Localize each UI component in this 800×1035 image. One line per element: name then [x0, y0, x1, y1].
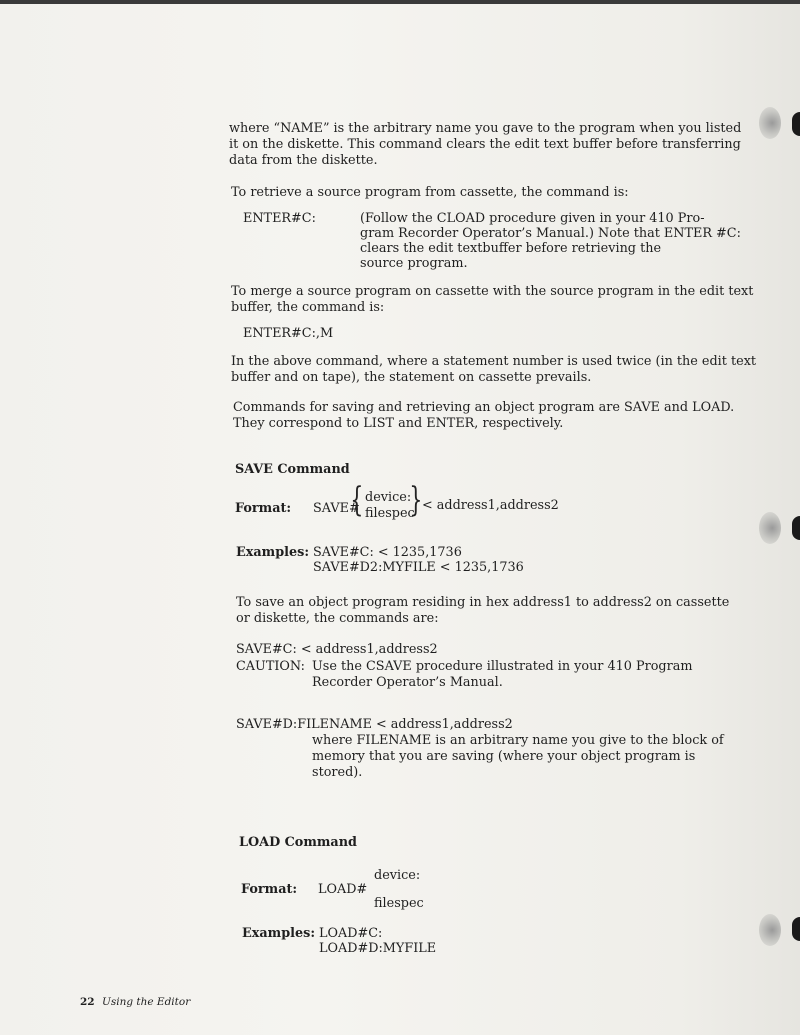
- caution-label: CAUTION:: [236, 659, 305, 674]
- save-diskette-command: SAVE#D:FILENAME < address1,address2: [236, 717, 513, 732]
- page-footer: [80, 996, 190, 1008]
- filename-note-line-3: stored).: [312, 765, 363, 780]
- load-example-1: LOAD#C:: [319, 926, 383, 941]
- save-format-label: Format:: [235, 501, 292, 516]
- load-examples-label: Examples:: [242, 926, 316, 941]
- intro-line-2: it on the diskette. This command clears the edit text buffer before transferring: [229, 137, 741, 152]
- load-heading: LOAD Command: [239, 835, 357, 850]
- save-heading: SAVE Command: [235, 462, 350, 477]
- prevail-line-2: buffer and on tape), the statement on cassette prevails.: [231, 370, 592, 385]
- save-format-arguments: < address1,address2: [422, 498, 559, 513]
- load-format-option-filespec: filespec: [374, 896, 424, 911]
- binder-hole-bottom: [759, 914, 781, 946]
- cassette-retrieve-lead: To retrieve a source program from cassette, the command is:: [231, 185, 629, 200]
- cassette-retrieve-note-4: source program.: [360, 256, 468, 271]
- merge-line-2: buffer, the command is:: [231, 300, 385, 315]
- merge-command: ENTER#C:,M: [243, 326, 334, 341]
- merge-line-1: To merge a source program on cassette with the source program in the edit text: [231, 284, 754, 299]
- load-format-label: Format:: [241, 882, 298, 897]
- object-line-1: Commands for saving and retrieving an object program are SAVE and LOAD.: [233, 400, 735, 415]
- cassette-retrieve-command: ENTER#C:: [243, 211, 316, 226]
- filename-note-line-2: memory that you are saving (where your object program is: [312, 749, 696, 764]
- intro-line-1: where “NAME” is the arbitrary name you gave to the program when you listed: [229, 121, 742, 136]
- document-page: [0, 4, 800, 1035]
- filename-note-line-1: where FILENAME is an arbitrary name you give to the block of: [312, 733, 724, 748]
- cassette-retrieve-note-1: (Follow the CLOAD procedure given in your 410 Pro-: [360, 211, 705, 226]
- intro-line-3: data from the diskette.: [229, 153, 378, 168]
- save-cassette-command: SAVE#C: < address1,address2: [236, 642, 438, 657]
- save-format-command: SAVE#: [313, 501, 360, 516]
- save-example-2: SAVE#D2:MYFILE < 1235,1736: [313, 560, 524, 575]
- save-format-option-device: device:: [365, 490, 412, 505]
- binder-hole-top: [759, 107, 781, 139]
- section-title: Using the Editor: [101, 996, 191, 1008]
- save-description-line-1: To save an object program residing in hex address1 to address2 on cassette: [236, 595, 730, 610]
- save-examples-label: Examples:: [236, 545, 310, 560]
- caution-line-2: Recorder Operator’s Manual.: [312, 675, 503, 690]
- cassette-retrieve-note-2: gram Recorder Operator’s Manual.) Note that ENTER #C:: [360, 226, 741, 241]
- save-description-line-2: or diskette, the commands are:: [236, 611, 439, 626]
- right-brace-icon: }: [409, 480, 423, 520]
- load-format-command: LOAD#: [318, 882, 368, 897]
- caution-line-1: Use the CSAVE procedure illustrated in your 410 Program: [312, 659, 693, 674]
- binder-hole-middle: [759, 512, 781, 544]
- prevail-line-1: In the above command, where a statement number is used twice (in the edit text: [231, 354, 757, 369]
- save-format-option-filespec: filespec: [365, 506, 415, 521]
- save-example-1: SAVE#C: < 1235,1736: [313, 545, 462, 560]
- object-line-2: They correspond to LIST and ENTER, respectively.: [233, 416, 564, 431]
- load-example-2: LOAD#D:MYFILE: [319, 941, 437, 956]
- page-number: 22: [80, 996, 95, 1008]
- binder-ring-bottom: [792, 917, 800, 941]
- load-format-option-device: device:: [374, 868, 421, 883]
- binder-ring-middle: [792, 516, 800, 540]
- binder-ring-top: [792, 112, 800, 136]
- cassette-retrieve-note-3: clears the edit textbuffer before retrieving the: [360, 241, 662, 256]
- left-brace-icon: {: [350, 480, 364, 520]
